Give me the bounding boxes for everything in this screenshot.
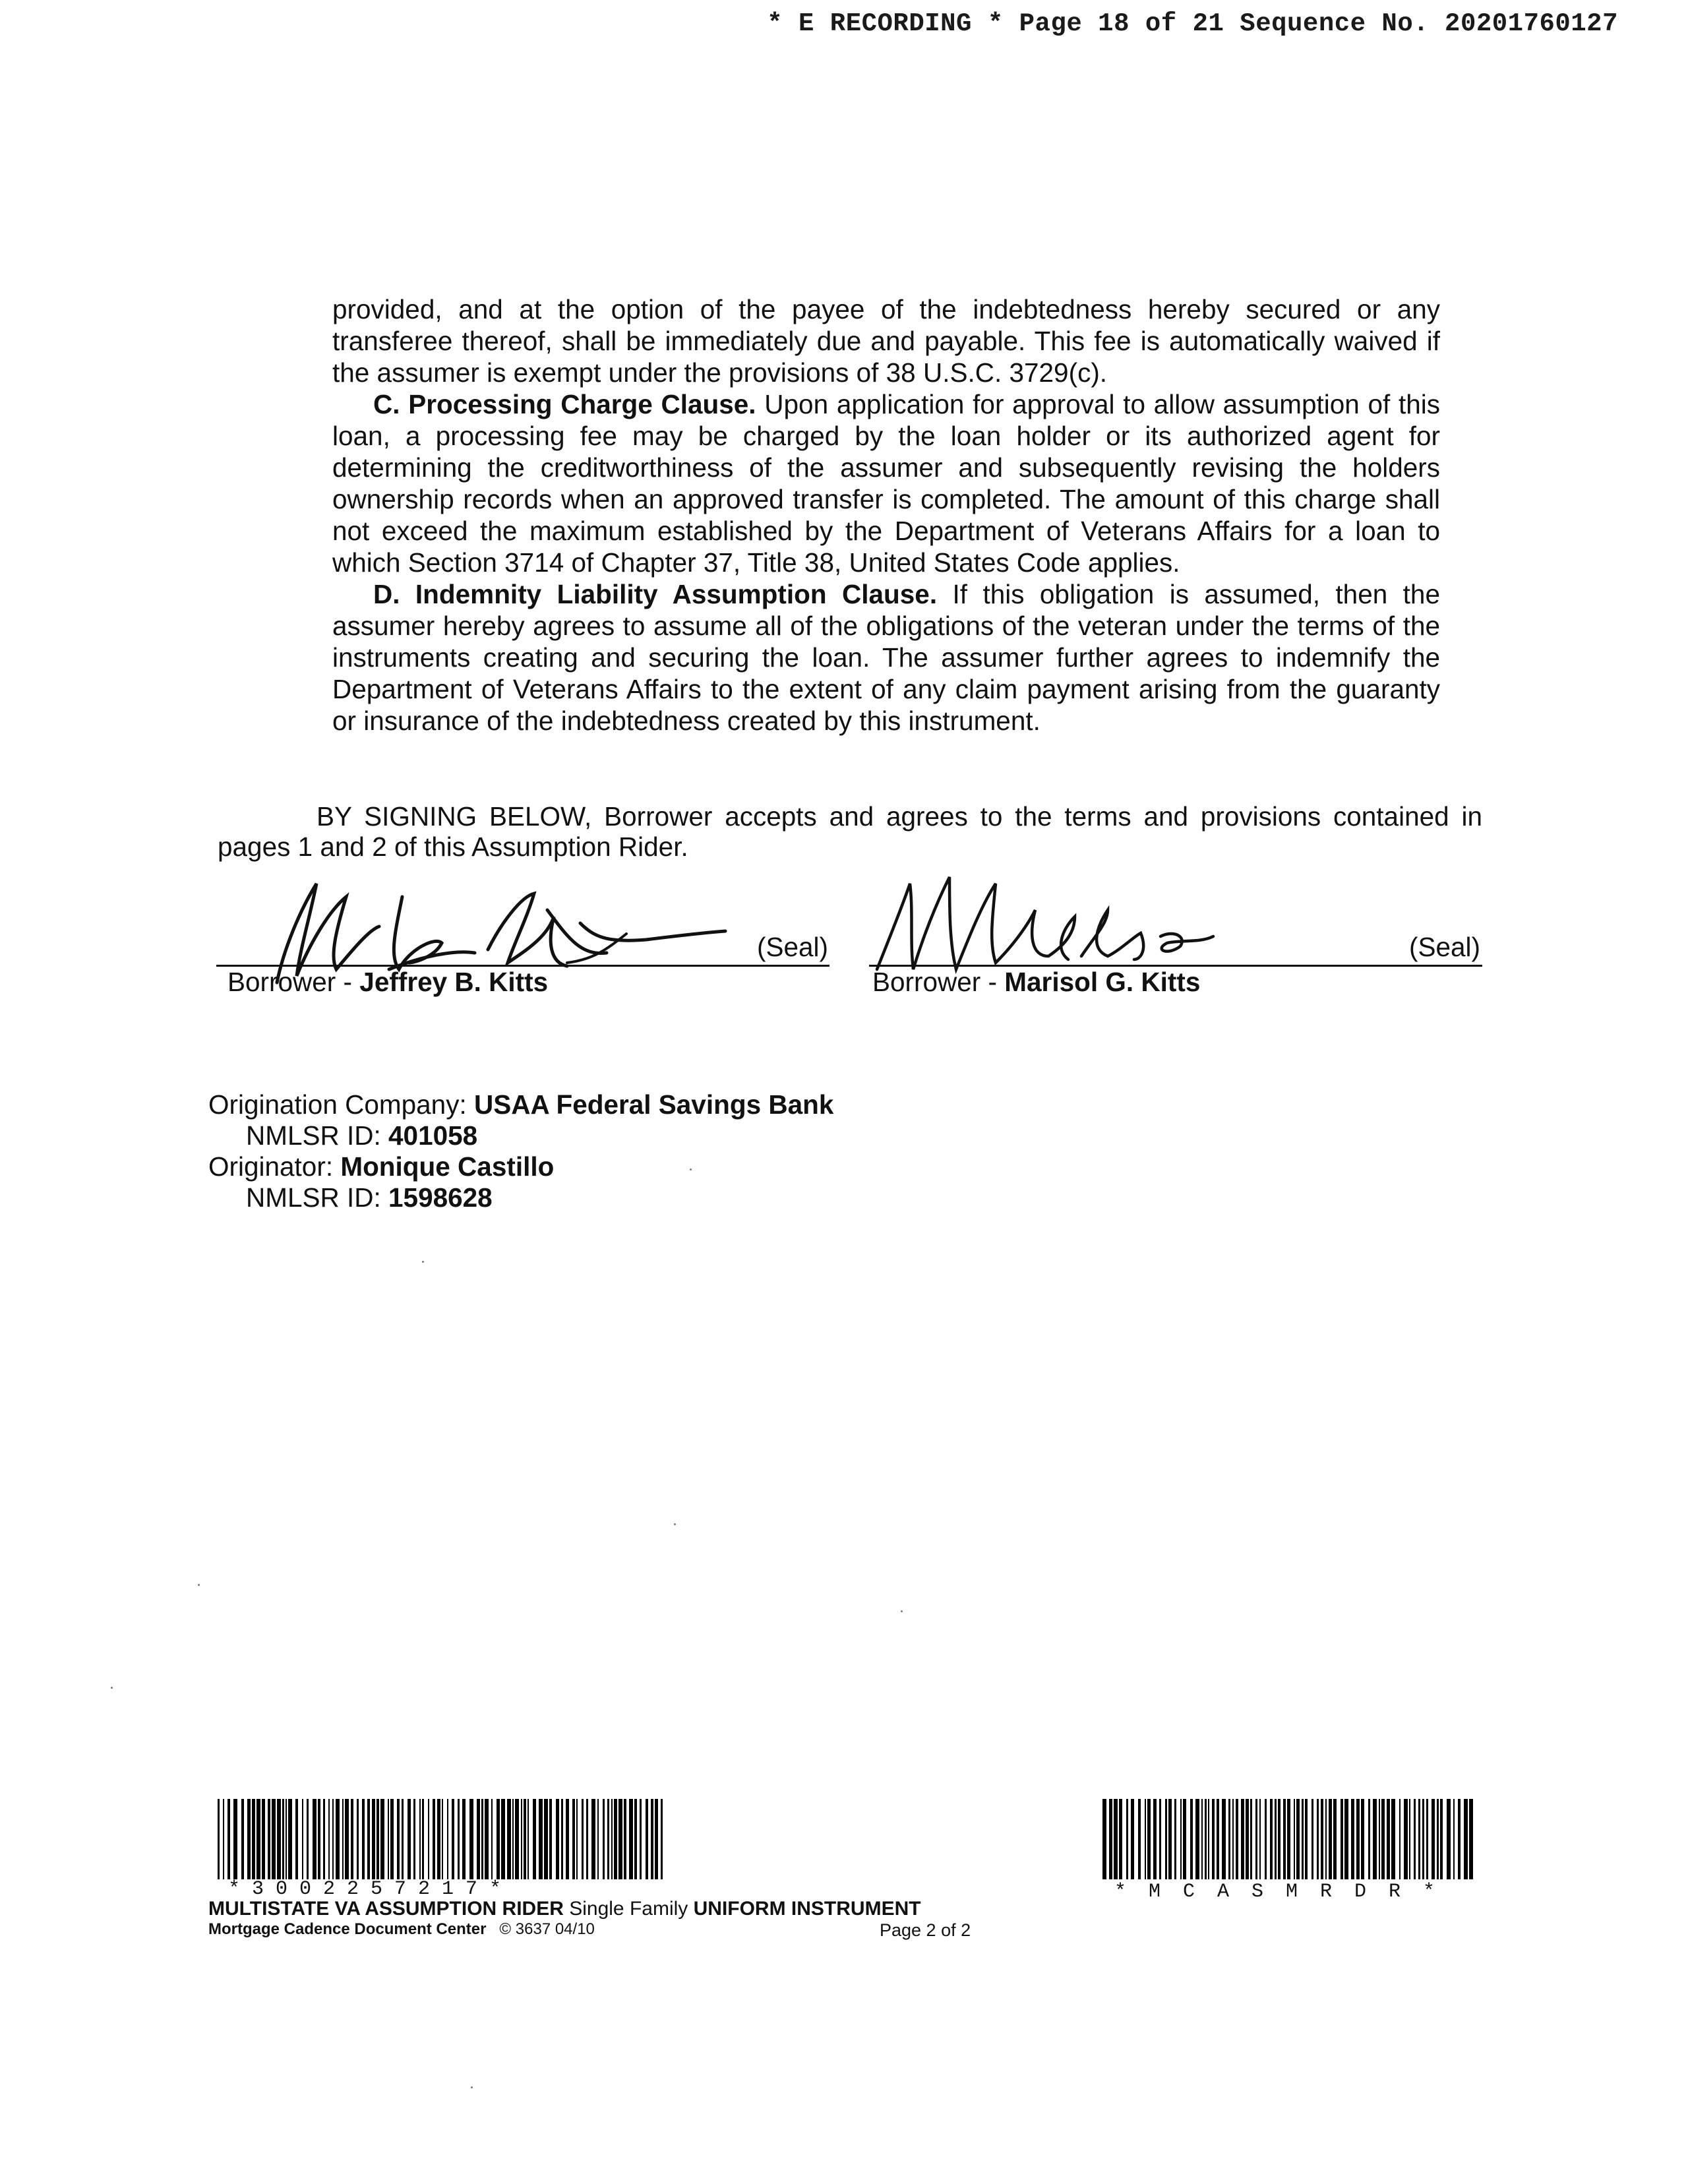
barcode-bar (663, 1799, 664, 1879)
originator-nmlsr-label: NMLSR ID: (246, 1182, 389, 1213)
form-footer (208, 1920, 595, 1939)
originator (208, 1151, 833, 1182)
clause-d-text: If this obligation is assumed, then the assumer hereby agrees to assume all of the obligations of the veteran under the terms of the instruments creating and securing the loan. The assumer further agrees to indemnify the Department of Veterans Affairs to the extent of any claim payment arising from the guaranty or insurance of the indebtedness created by this instrument. (332, 579, 1440, 736)
signer-role: Borrower - (872, 967, 1005, 997)
page-number: Page 2 of 2 (880, 1920, 971, 1940)
clause-d (332, 578, 1440, 737)
originator-value: Monique Castillo (340, 1151, 555, 1182)
barcode-right (1102, 1799, 1476, 1879)
continued-paragraph: provided, and at the option of the payee of the indebtedness hereby secured or any transferee thereof, shall be immediately due and payable. This fee is automatically waived if the assumer is exempt under the provisions of 38 U.S.C. 3729(c). (332, 294, 1440, 388)
signer-name: Marisol G. Kitts (1004, 967, 1201, 997)
signer-name: Jeffrey B. Kitts (359, 967, 549, 997)
signing-statement-text: BY SIGNING BELOW, Borrower accepts and agrees to the terms and provisions contained in pages 1 and 2 of this Assumption Rider. (218, 801, 1482, 862)
originator-nmlsr (208, 1182, 833, 1213)
company-nmlsr (208, 1120, 833, 1151)
form-title-end: UNIFORM INSTRUMENT (693, 1898, 921, 1920)
company-label: Origination Company: (208, 1089, 474, 1120)
originator-label: Originator: (208, 1151, 341, 1182)
signer-role: Borrower - (227, 967, 360, 997)
recording-header: * E RECORDING * Page 18 of 21 Sequence No. 20201760127 (767, 9, 1618, 38)
clause-c-text: Upon application for approval to allow assumption of this loan, a processing fee may be charged by the loan holder or its authorized agent for determining the creditworthiness of the assumer and subsequently revising the holders ownership records when an approved transfer is completed. The amount of this charge shall not exceed the maximum established by the Department of Veterans Affairs for a loan to which Section 3714 of Chapter 37, Title 38, United States Code applies. (332, 389, 1441, 578)
clause-c-title: C. Processing Charge Clause. (373, 389, 756, 419)
form-title (208, 1898, 921, 1920)
form-title-main: MULTISTATE VA ASSUMPTION RIDER (208, 1898, 564, 1920)
form-title-mid: Single Family (563, 1898, 694, 1920)
company-nmlsr-label: NMLSR ID: (246, 1120, 389, 1151)
company-value: USAA Federal Savings Bank (473, 1089, 834, 1120)
barcode-left (218, 1799, 666, 1879)
originator-nmlsr-value: 1598628 (388, 1182, 493, 1213)
signer-caption-marisol (872, 967, 1200, 998)
barcode-left-text: *3002257217* (228, 1878, 514, 1900)
barcode-right-text: *MCASMRDR* (1114, 1881, 1458, 1903)
origination-company (208, 1089, 833, 1120)
signing-statement (218, 801, 1482, 862)
barcode-bar (1469, 1799, 1473, 1879)
company-nmlsr-value: 401058 (388, 1120, 478, 1151)
form-copyright: © 3637 04/10 (499, 1920, 595, 1938)
clause-d-title: D. Indemnity Liability Assumption Clause. (373, 579, 938, 609)
seal-label-jeffrey: (Seal) (757, 932, 829, 962)
seal-label-marisol: (Seal) (1409, 932, 1481, 962)
clause-c (332, 388, 1440, 578)
doc-center: Mortgage Cadence Document Center (208, 1920, 487, 1938)
signer-caption-jeffrey (227, 967, 548, 998)
rider-body (332, 293, 1440, 737)
origination-info (208, 1089, 833, 1213)
